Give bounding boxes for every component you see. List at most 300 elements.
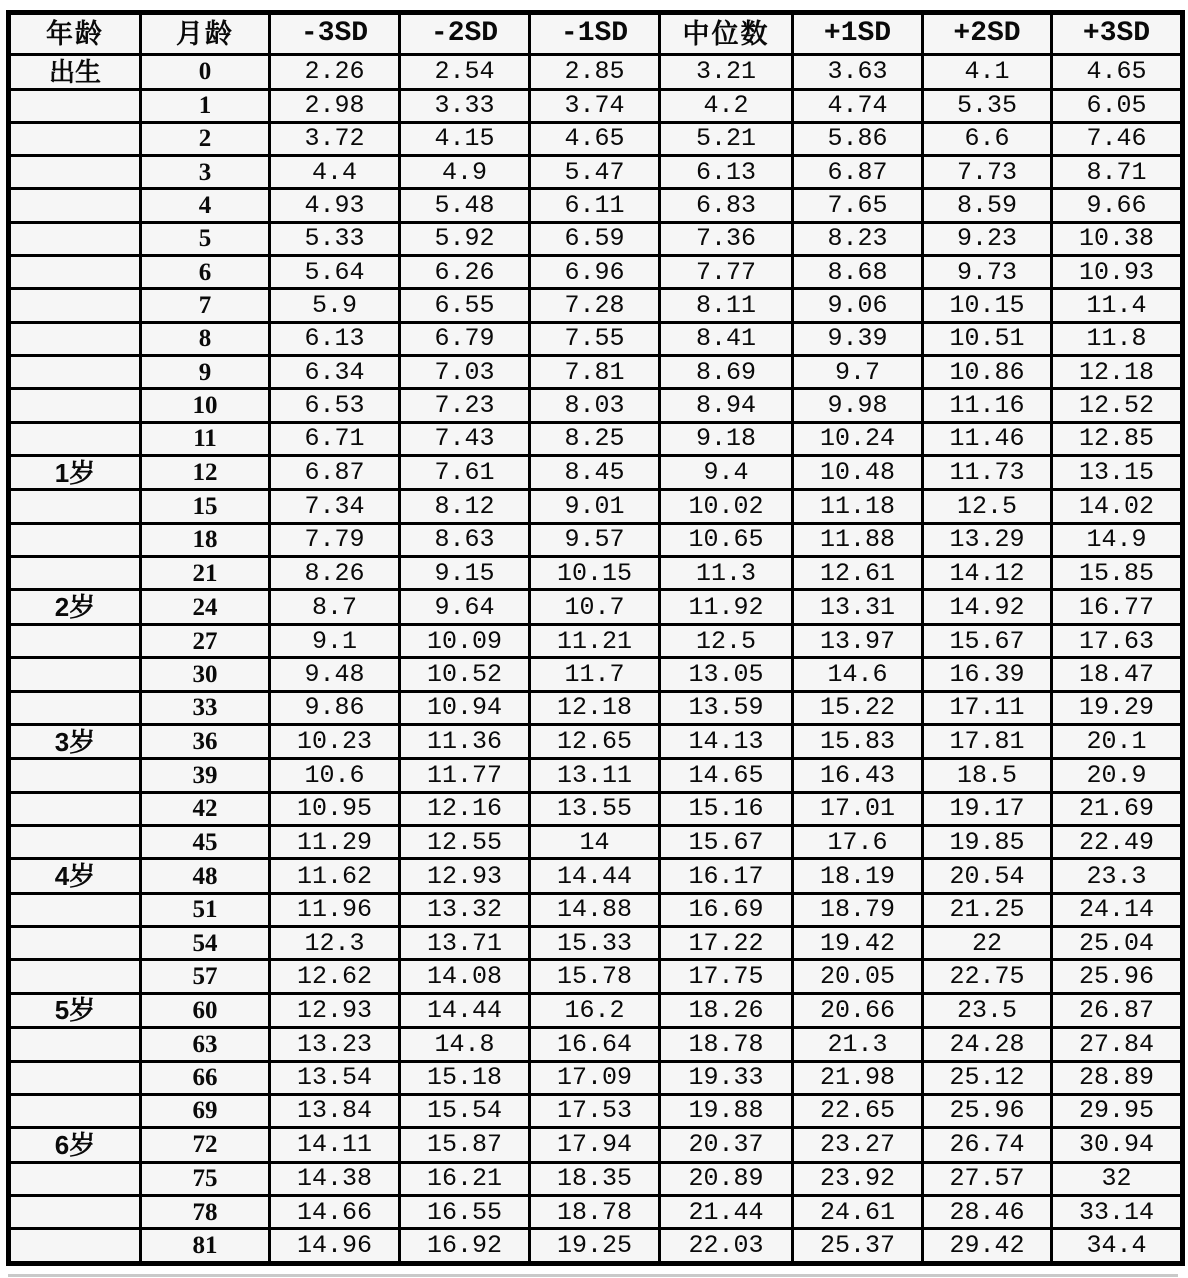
- value-cell: 10.6: [270, 759, 400, 792]
- table-row: [9, 356, 1183, 389]
- value-cell: 5.64: [270, 256, 400, 289]
- value-cell: 15.16: [660, 792, 793, 825]
- value-cell: 12.16: [400, 792, 530, 825]
- month-cell: 78: [141, 1195, 270, 1228]
- value-cell: 29.42: [923, 1229, 1052, 1264]
- value-cell: 8.23: [793, 222, 923, 255]
- value-cell: 22: [923, 927, 1052, 960]
- value-cell: 22.75: [923, 960, 1052, 993]
- age-cell: [9, 389, 141, 422]
- value-cell: 9.73: [923, 256, 1052, 289]
- value-cell: 16.55: [400, 1195, 530, 1228]
- value-cell: 6.26: [400, 256, 530, 289]
- month-cell: 7: [141, 289, 270, 322]
- value-cell: 14.6: [793, 658, 923, 691]
- value-cell: 14.66: [270, 1195, 400, 1228]
- value-cell: 4.15: [400, 122, 530, 155]
- value-cell: 13.23: [270, 1028, 400, 1061]
- value-cell: 9.06: [793, 289, 923, 322]
- value-cell: 9.64: [400, 590, 530, 625]
- table-row: [9, 792, 1183, 825]
- table-row: [9, 422, 1183, 455]
- value-cell: 12.5: [923, 490, 1052, 523]
- table-row: [9, 859, 1183, 894]
- value-cell: 29.95: [1052, 1094, 1183, 1127]
- value-cell: 14.65: [660, 759, 793, 792]
- value-cell: 9.7: [793, 356, 923, 389]
- value-cell: 30.94: [1052, 1128, 1183, 1163]
- table-row: [9, 523, 1183, 556]
- value-cell: 8.25: [530, 422, 660, 455]
- age-cell: [9, 759, 141, 792]
- value-cell: 10.95: [270, 792, 400, 825]
- value-cell: 10.24: [793, 422, 923, 455]
- age-cell: [9, 893, 141, 926]
- value-cell: 13.32: [400, 893, 530, 926]
- value-cell: 11.3: [660, 557, 793, 590]
- age-cell: [9, 156, 141, 189]
- value-cell: 11.77: [400, 759, 530, 792]
- value-cell: 15.33: [530, 927, 660, 960]
- age-cell: [9, 256, 141, 289]
- value-cell: 23.3: [1052, 859, 1183, 894]
- age-cell: 4岁: [9, 859, 141, 894]
- value-cell: 11.7: [530, 658, 660, 691]
- value-cell: 26.74: [923, 1128, 1052, 1163]
- value-cell: 18.35: [530, 1162, 660, 1195]
- age-cell: [9, 422, 141, 455]
- table-row: [9, 55, 1183, 90]
- value-cell: 13.71: [400, 927, 530, 960]
- col-header-plus3sd: +3SD: [1052, 13, 1183, 55]
- value-cell: 24.28: [923, 1028, 1052, 1061]
- value-cell: 17.53: [530, 1094, 660, 1127]
- age-cell: [9, 1195, 141, 1228]
- table-row: [9, 624, 1183, 657]
- value-cell: 5.92: [400, 222, 530, 255]
- value-cell: 6.6: [923, 122, 1052, 155]
- value-cell: 22.03: [660, 1229, 793, 1264]
- value-cell: 17.09: [530, 1061, 660, 1094]
- value-cell: 8.45: [530, 455, 660, 490]
- value-cell: 6.55: [400, 289, 530, 322]
- age-cell: 5岁: [9, 993, 141, 1028]
- table-row: [9, 89, 1183, 122]
- value-cell: 25.96: [1052, 960, 1183, 993]
- value-cell: 11.92: [660, 590, 793, 625]
- value-cell: 17.63: [1052, 624, 1183, 657]
- value-cell: 19.29: [1052, 691, 1183, 724]
- value-cell: 5.21: [660, 122, 793, 155]
- value-cell: 8.59: [923, 189, 1052, 222]
- value-cell: 34.4: [1052, 1229, 1183, 1264]
- age-cell: [9, 792, 141, 825]
- value-cell: 13.29: [923, 523, 1052, 556]
- table-row: [9, 322, 1183, 355]
- value-cell: 10.15: [530, 557, 660, 590]
- month-cell: 54: [141, 927, 270, 960]
- month-cell: 11: [141, 422, 270, 455]
- value-cell: 21.44: [660, 1195, 793, 1228]
- value-cell: 20.9: [1052, 759, 1183, 792]
- value-cell: 28.46: [923, 1195, 1052, 1228]
- value-cell: 14: [530, 825, 660, 858]
- value-cell: 12.62: [270, 960, 400, 993]
- age-cell: 1岁: [9, 455, 141, 490]
- value-cell: 2.85: [530, 55, 660, 90]
- table-row: [9, 256, 1183, 289]
- value-cell: 15.83: [793, 724, 923, 759]
- value-cell: 9.48: [270, 658, 400, 691]
- value-cell: 15.22: [793, 691, 923, 724]
- value-cell: 12.3: [270, 927, 400, 960]
- value-cell: 14.96: [270, 1229, 400, 1264]
- month-cell: 2: [141, 122, 270, 155]
- age-cell: [9, 1094, 141, 1127]
- value-cell: 15.85: [1052, 557, 1183, 590]
- month-cell: 5: [141, 222, 270, 255]
- table-row: [9, 759, 1183, 792]
- value-cell: 17.75: [660, 960, 793, 993]
- table-row: [9, 825, 1183, 858]
- table-row: [9, 156, 1183, 189]
- value-cell: 10.51: [923, 322, 1052, 355]
- value-cell: 16.77: [1052, 590, 1183, 625]
- value-cell: 14.13: [660, 724, 793, 759]
- value-cell: 12.5: [660, 624, 793, 657]
- value-cell: 13.11: [530, 759, 660, 792]
- value-cell: 14.02: [1052, 490, 1183, 523]
- value-cell: 16.21: [400, 1162, 530, 1195]
- value-cell: 18.79: [793, 893, 923, 926]
- value-cell: 10.65: [660, 523, 793, 556]
- value-cell: 7.34: [270, 490, 400, 523]
- month-cell: 42: [141, 792, 270, 825]
- table-row: [9, 189, 1183, 222]
- value-cell: 23.5: [923, 993, 1052, 1028]
- value-cell: 23.92: [793, 1162, 923, 1195]
- month-cell: 24: [141, 590, 270, 625]
- value-cell: 11.62: [270, 859, 400, 894]
- table-row: [9, 289, 1183, 322]
- month-cell: 39: [141, 759, 270, 792]
- age-cell: [9, 122, 141, 155]
- value-cell: 9.01: [530, 490, 660, 523]
- table-row: [9, 724, 1183, 759]
- table-row: [9, 389, 1183, 422]
- value-cell: 18.47: [1052, 658, 1183, 691]
- age-cell: [9, 322, 141, 355]
- value-cell: 7.81: [530, 356, 660, 389]
- value-cell: 8.94: [660, 389, 793, 422]
- value-cell: 7.23: [400, 389, 530, 422]
- value-cell: 20.54: [923, 859, 1052, 894]
- value-cell: 13.97: [793, 624, 923, 657]
- value-cell: 9.4: [660, 455, 793, 490]
- value-cell: 2.26: [270, 55, 400, 90]
- month-cell: 72: [141, 1128, 270, 1163]
- value-cell: 19.33: [660, 1061, 793, 1094]
- value-cell: 12.18: [1052, 356, 1183, 389]
- value-cell: 20.37: [660, 1128, 793, 1163]
- value-cell: 32: [1052, 1162, 1183, 1195]
- table-row: [9, 1162, 1183, 1195]
- table-row: [9, 455, 1183, 490]
- value-cell: 4.74: [793, 89, 923, 122]
- age-cell: [9, 89, 141, 122]
- value-cell: 27.84: [1052, 1028, 1183, 1061]
- value-cell: 19.88: [660, 1094, 793, 1127]
- value-cell: 13.31: [793, 590, 923, 625]
- value-cell: 20.1: [1052, 724, 1183, 759]
- value-cell: 15.67: [923, 624, 1052, 657]
- value-cell: 24.61: [793, 1195, 923, 1228]
- value-cell: 17.81: [923, 724, 1052, 759]
- value-cell: 5.9: [270, 289, 400, 322]
- month-cell: 15: [141, 490, 270, 523]
- col-header-month: 月龄: [141, 13, 270, 55]
- value-cell: 15.54: [400, 1094, 530, 1127]
- table-row: [9, 691, 1183, 724]
- age-cell: [9, 289, 141, 322]
- value-cell: 6.13: [660, 156, 793, 189]
- month-cell: 9: [141, 356, 270, 389]
- age-cell: [9, 825, 141, 858]
- value-cell: 12.18: [530, 691, 660, 724]
- value-cell: 15.67: [660, 825, 793, 858]
- col-header-minus1sd: -1SD: [530, 13, 660, 55]
- table-body: [9, 55, 1183, 1264]
- table-row: [9, 557, 1183, 590]
- value-cell: 10.48: [793, 455, 923, 490]
- table-row: [9, 122, 1183, 155]
- value-cell: 19.25: [530, 1229, 660, 1264]
- value-cell: 2.98: [270, 89, 400, 122]
- value-cell: 16.2: [530, 993, 660, 1028]
- value-cell: 5.33: [270, 222, 400, 255]
- value-cell: 11.21: [530, 624, 660, 657]
- value-cell: 3.74: [530, 89, 660, 122]
- month-cell: 12: [141, 455, 270, 490]
- value-cell: 8.26: [270, 557, 400, 590]
- value-cell: 16.64: [530, 1028, 660, 1061]
- value-cell: 18.5: [923, 759, 1052, 792]
- value-cell: 23.27: [793, 1128, 923, 1163]
- value-cell: 19.17: [923, 792, 1052, 825]
- value-cell: 6.11: [530, 189, 660, 222]
- age-cell: [9, 189, 141, 222]
- value-cell: 4.65: [1052, 55, 1183, 90]
- value-cell: 12.93: [270, 993, 400, 1028]
- value-cell: 7.28: [530, 289, 660, 322]
- value-cell: 16.92: [400, 1229, 530, 1264]
- month-cell: 48: [141, 859, 270, 894]
- month-cell: 81: [141, 1229, 270, 1264]
- age-cell: [9, 490, 141, 523]
- table-row: [9, 1128, 1183, 1163]
- value-cell: 9.39: [793, 322, 923, 355]
- value-cell: 3.72: [270, 122, 400, 155]
- value-cell: 7.46: [1052, 122, 1183, 155]
- value-cell: 9.57: [530, 523, 660, 556]
- value-cell: 6.13: [270, 322, 400, 355]
- value-cell: 8.03: [530, 389, 660, 422]
- value-cell: 21.98: [793, 1061, 923, 1094]
- table-row: [9, 893, 1183, 926]
- age-cell: [9, 1061, 141, 1094]
- table-row: [9, 1061, 1183, 1094]
- value-cell: 4.9: [400, 156, 530, 189]
- value-cell: 10.7: [530, 590, 660, 625]
- value-cell: 11.88: [793, 523, 923, 556]
- value-cell: 14.08: [400, 960, 530, 993]
- value-cell: 25.96: [923, 1094, 1052, 1127]
- value-cell: 7.77: [660, 256, 793, 289]
- value-cell: 4.93: [270, 189, 400, 222]
- value-cell: 3.33: [400, 89, 530, 122]
- value-cell: 10.86: [923, 356, 1052, 389]
- month-cell: 60: [141, 993, 270, 1028]
- value-cell: 6.96: [530, 256, 660, 289]
- month-cell: 33: [141, 691, 270, 724]
- age-cell: 出生: [9, 55, 141, 90]
- value-cell: 24.14: [1052, 893, 1183, 926]
- value-cell: 28.89: [1052, 1061, 1183, 1094]
- value-cell: 18.78: [530, 1195, 660, 1228]
- value-cell: 11.8: [1052, 322, 1183, 355]
- value-cell: 3.21: [660, 55, 793, 90]
- value-cell: 8.69: [660, 356, 793, 389]
- value-cell: 9.15: [400, 557, 530, 590]
- value-cell: 11.4: [1052, 289, 1183, 322]
- value-cell: 5.86: [793, 122, 923, 155]
- value-cell: 15.18: [400, 1061, 530, 1094]
- value-cell: 27.57: [923, 1162, 1052, 1195]
- value-cell: 8.11: [660, 289, 793, 322]
- value-cell: 14.38: [270, 1162, 400, 1195]
- value-cell: 11.73: [923, 455, 1052, 490]
- value-cell: 6.83: [660, 189, 793, 222]
- value-cell: 6.34: [270, 356, 400, 389]
- value-cell: 20.66: [793, 993, 923, 1028]
- value-cell: 17.01: [793, 792, 923, 825]
- month-cell: 36: [141, 724, 270, 759]
- value-cell: 7.36: [660, 222, 793, 255]
- value-cell: 19.42: [793, 927, 923, 960]
- value-cell: 10.38: [1052, 222, 1183, 255]
- value-cell: 6.87: [793, 156, 923, 189]
- age-cell: 2岁: [9, 590, 141, 625]
- value-cell: 8.7: [270, 590, 400, 625]
- value-cell: 20.89: [660, 1162, 793, 1195]
- col-header-age: 年龄: [9, 13, 141, 55]
- value-cell: 33.14: [1052, 1195, 1183, 1228]
- value-cell: 10.94: [400, 691, 530, 724]
- age-cell: [9, 1162, 141, 1195]
- value-cell: 25.37: [793, 1229, 923, 1264]
- value-cell: 14.92: [923, 590, 1052, 625]
- value-cell: 11.18: [793, 490, 923, 523]
- table-row: [9, 1195, 1183, 1228]
- col-header-plus2sd: +2SD: [923, 13, 1052, 55]
- value-cell: 7.03: [400, 356, 530, 389]
- value-cell: 8.12: [400, 490, 530, 523]
- value-cell: 7.65: [793, 189, 923, 222]
- month-cell: 75: [141, 1162, 270, 1195]
- value-cell: 8.68: [793, 256, 923, 289]
- value-cell: 9.86: [270, 691, 400, 724]
- month-cell: 1: [141, 89, 270, 122]
- value-cell: 10.93: [1052, 256, 1183, 289]
- value-cell: 14.44: [400, 993, 530, 1028]
- value-cell: 13.54: [270, 1061, 400, 1094]
- value-cell: 11.96: [270, 893, 400, 926]
- value-cell: 14.11: [270, 1128, 400, 1163]
- value-cell: 25.04: [1052, 927, 1183, 960]
- value-cell: 4.65: [530, 122, 660, 155]
- age-cell: [9, 356, 141, 389]
- value-cell: 13.84: [270, 1094, 400, 1127]
- col-header-minus2sd: -2SD: [400, 13, 530, 55]
- value-cell: 12.61: [793, 557, 923, 590]
- value-cell: 21.3: [793, 1028, 923, 1061]
- value-cell: 4.4: [270, 156, 400, 189]
- value-cell: 14.44: [530, 859, 660, 894]
- value-cell: 17.6: [793, 825, 923, 858]
- value-cell: 19.85: [923, 825, 1052, 858]
- value-cell: 16.17: [660, 859, 793, 894]
- age-cell: [9, 222, 141, 255]
- value-cell: 25.12: [923, 1061, 1052, 1094]
- value-cell: 5.35: [923, 89, 1052, 122]
- col-header-minus3sd: -3SD: [270, 13, 400, 55]
- value-cell: 12.55: [400, 825, 530, 858]
- value-cell: 20.05: [793, 960, 923, 993]
- value-cell: 6.53: [270, 389, 400, 422]
- value-cell: 15.87: [400, 1128, 530, 1163]
- age-cell: [9, 624, 141, 657]
- age-cell: [9, 1028, 141, 1061]
- age-cell: [9, 960, 141, 993]
- header-row: [9, 13, 1183, 55]
- value-cell: 9.1: [270, 624, 400, 657]
- value-cell: 13.15: [1052, 455, 1183, 490]
- month-cell: 63: [141, 1028, 270, 1061]
- table-row: [9, 590, 1183, 625]
- age-cell: [9, 658, 141, 691]
- value-cell: 9.98: [793, 389, 923, 422]
- value-cell: 12.85: [1052, 422, 1183, 455]
- table-row: [9, 658, 1183, 691]
- value-cell: 9.23: [923, 222, 1052, 255]
- month-cell: 3: [141, 156, 270, 189]
- value-cell: 9.18: [660, 422, 793, 455]
- age-cell: [9, 927, 141, 960]
- age-cell: 3岁: [9, 724, 141, 759]
- value-cell: 7.73: [923, 156, 1052, 189]
- table-row: [9, 490, 1183, 523]
- month-cell: 45: [141, 825, 270, 858]
- value-cell: 18.78: [660, 1028, 793, 1061]
- value-cell: 13.55: [530, 792, 660, 825]
- value-cell: 11.46: [923, 422, 1052, 455]
- value-cell: 3.63: [793, 55, 923, 90]
- value-cell: 16.39: [923, 658, 1052, 691]
- value-cell: 21.69: [1052, 792, 1183, 825]
- value-cell: 14.8: [400, 1028, 530, 1061]
- age-cell: 6岁: [9, 1128, 141, 1163]
- value-cell: 17.22: [660, 927, 793, 960]
